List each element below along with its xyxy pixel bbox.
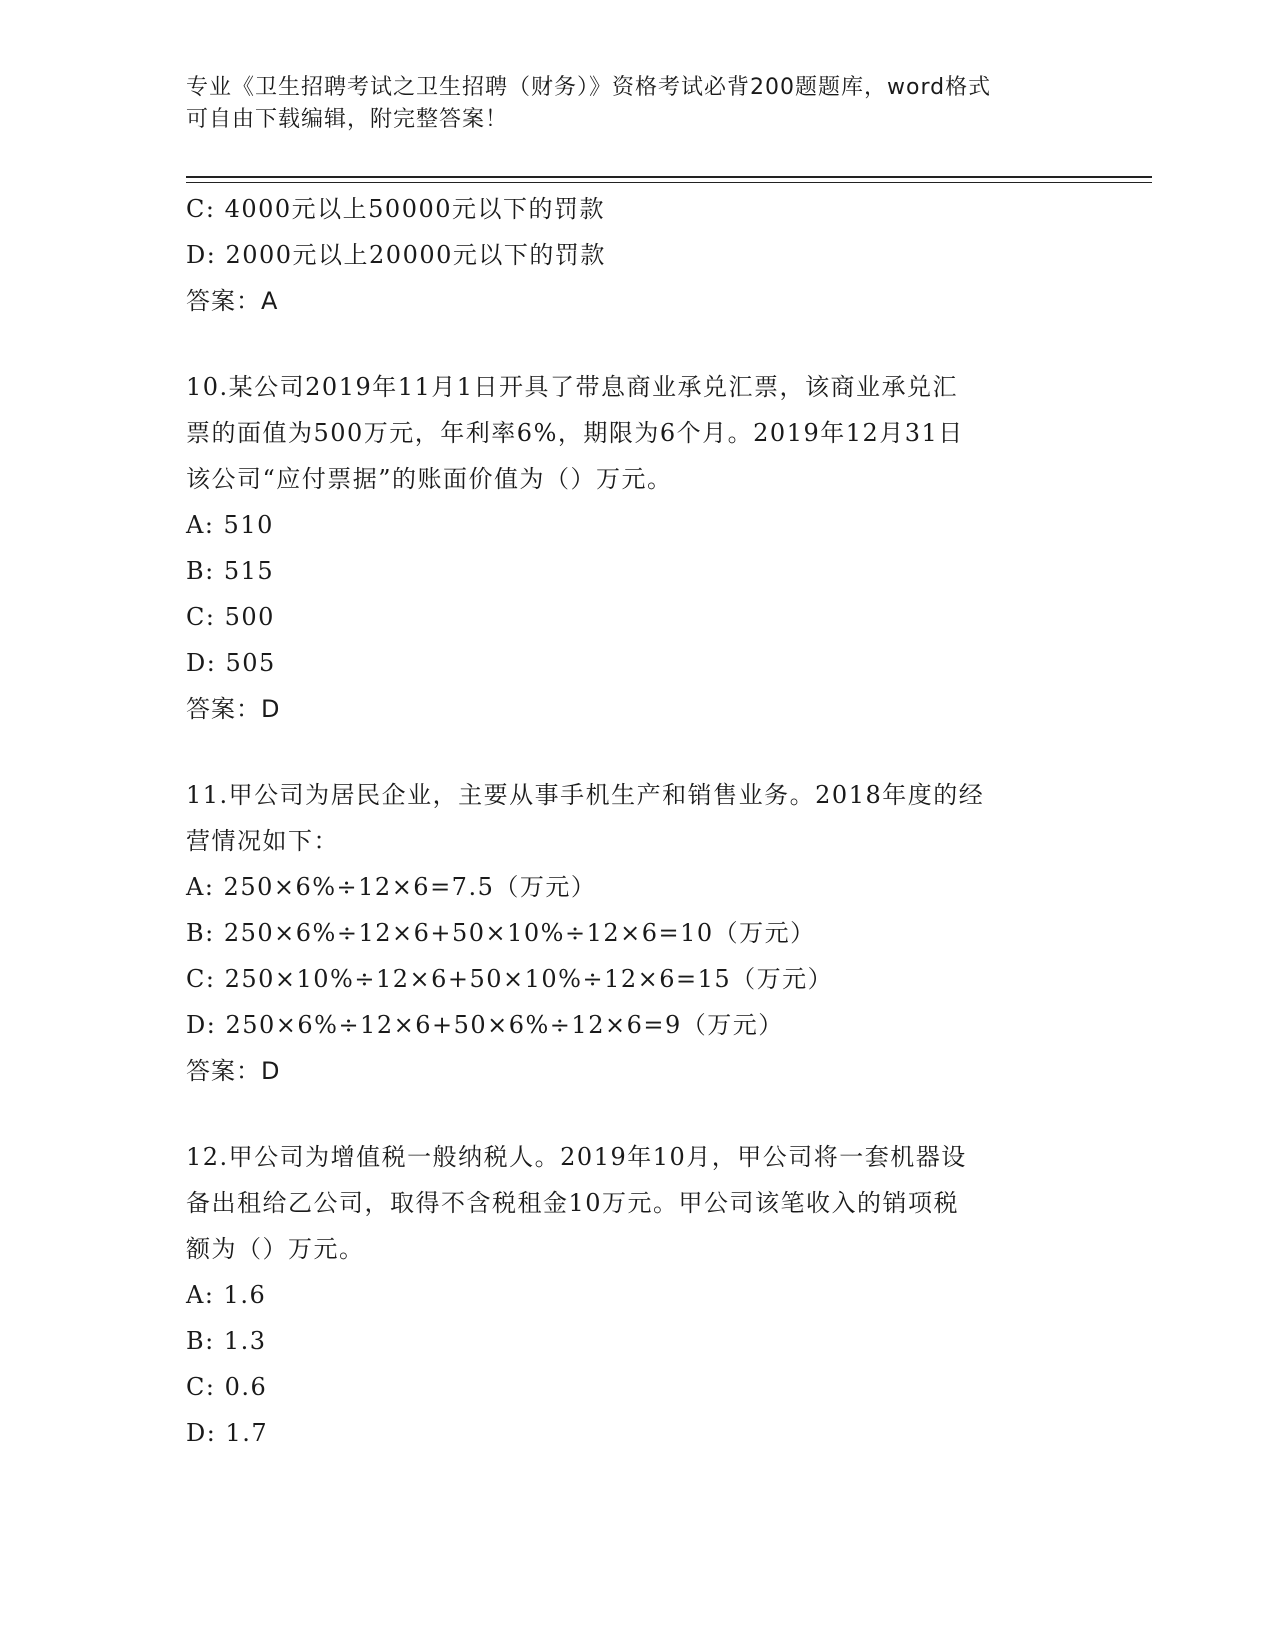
header-rule-thin xyxy=(186,182,1152,183)
option-d: D: 505 xyxy=(186,649,276,677)
question-stem-line: 票的面值为500万元，年利率6%，期限为6个月。2019年12月31日 xyxy=(186,419,964,447)
question-9-tail xyxy=(186,186,1086,324)
header-title-line-2: 可自由下载编辑，附完整答案！ xyxy=(186,107,509,132)
option-b: B: 515 xyxy=(186,557,275,585)
option-a: A: 250×6%÷12×6=7.5（万元） xyxy=(186,873,597,901)
option-b: B: 1.3 xyxy=(186,1327,267,1355)
option-d: D: 1.7 xyxy=(186,1419,269,1447)
option-d: D: 250×6%÷12×6+50×6%÷12×6=9（万元） xyxy=(186,1011,784,1039)
spacer xyxy=(186,1094,1086,1134)
question-11 xyxy=(186,772,1086,1094)
answer-line: 答案：D xyxy=(186,695,281,723)
option-d: D: 2000元以上20000元以下的罚款 xyxy=(186,241,606,269)
question-12 xyxy=(186,1134,1086,1456)
option-c: C: 4000元以上50000元以下的罚款 xyxy=(186,195,606,223)
question-stem-line: 营情况如下： xyxy=(186,827,339,855)
question-stem-line: 12.甲公司为增值税一般纳税人。2019年10月，甲公司将一套机器设 xyxy=(186,1143,967,1171)
option-a: A: 1.6 xyxy=(186,1281,267,1309)
answer-line: 答案：A xyxy=(186,287,279,315)
question-stem-line: 该公司“应付票据”的账面价值为（）万元。 xyxy=(186,465,673,493)
document-header xyxy=(186,72,1066,136)
header-title-line-1: 专业《卫生招聘考试之卫生招聘（财务）》资格考试必背200题题库，word格式 xyxy=(186,75,992,100)
spacer xyxy=(186,324,1086,364)
option-c: C: 0.6 xyxy=(186,1373,268,1401)
option-c: C: 500 xyxy=(186,603,275,631)
answer-line: 答案：D xyxy=(186,1057,281,1085)
question-stem-line: 额为（）万元。 xyxy=(186,1235,365,1263)
question-list xyxy=(186,186,1086,1456)
spacer xyxy=(186,732,1086,772)
question-stem-line: 备出租给乙公司，取得不含税租金10万元。甲公司该笔收入的销项税 xyxy=(186,1189,960,1217)
header-rule-thick xyxy=(186,176,1152,178)
option-c: C: 250×10%÷12×6+50×10%÷12×6=15（万元） xyxy=(186,965,834,993)
question-stem-line: 11.甲公司为居民企业，主要从事手机生产和销售业务。2018年度的经 xyxy=(186,781,985,809)
option-a: A: 510 xyxy=(186,511,274,539)
option-b: B: 250×6%÷12×6+50×10%÷12×6=10（万元） xyxy=(186,919,816,947)
question-10 xyxy=(186,364,1086,732)
question-stem-line: 10.某公司2019年11月1日开具了带息商业承兑汇票，该商业承兑汇 xyxy=(186,373,959,401)
